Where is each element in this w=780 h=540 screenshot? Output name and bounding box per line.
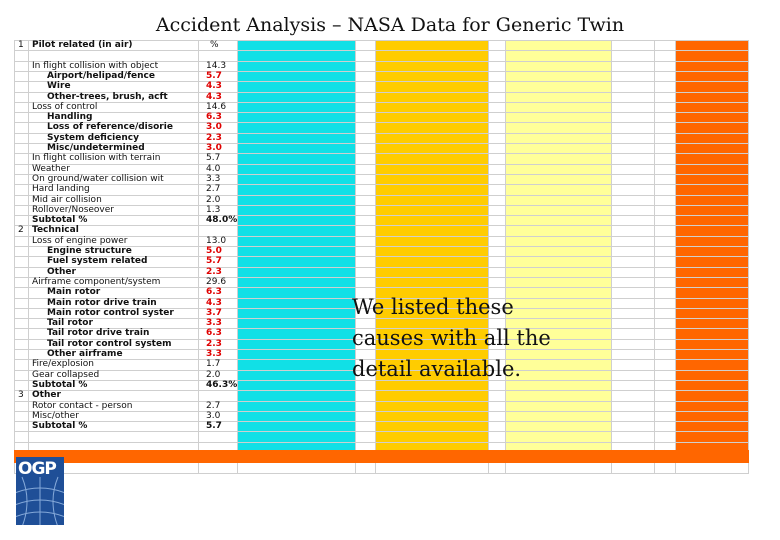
section-number: 2 (18, 225, 24, 236)
row-value: 6.3 (206, 112, 222, 123)
table-row (14, 422, 250, 432)
row-label: Main rotor control syster (47, 307, 174, 318)
row-value: 3.3 (206, 173, 221, 184)
row-value: 5.7 (206, 153, 221, 164)
row-label: Technical (32, 225, 79, 236)
table-row (14, 41, 250, 51)
row-label: Weather (32, 163, 70, 174)
row-label: Loss of control (32, 101, 98, 112)
row-label: Engine structure (47, 246, 132, 256)
callout-line-1: We listed these (352, 295, 514, 319)
row-label: Fire/explosion (32, 359, 94, 370)
row-label: Loss of engine power (32, 235, 128, 246)
row-value: 3.7 (206, 307, 222, 318)
row-label: Misc/other (32, 410, 79, 421)
row-value: 3.0 (206, 143, 222, 153)
row-label: Airport/helipad/fence (47, 70, 155, 81)
row-label: Mid air collision (32, 194, 102, 205)
row-label: Misc/undetermined (47, 143, 145, 153)
row-label: Handling (47, 112, 93, 123)
row-label: On ground/water collision wit (32, 173, 164, 184)
row-value: 3.0 (206, 410, 221, 421)
row-label: Tail rotor (47, 318, 93, 329)
row-label: In flight collision with terrain (32, 153, 161, 164)
row-value: 5.7 (206, 421, 222, 432)
row-value: 1.3 (206, 204, 221, 215)
row-value: 2.0 (206, 369, 221, 380)
row-label: Airframe component/system (32, 276, 161, 287)
percent-header: % (210, 40, 219, 50)
row-label: Other (47, 266, 76, 277)
row-value: 2.0 (206, 194, 221, 205)
row-label: Hard landing (32, 184, 90, 195)
ogp-logo (16, 457, 64, 525)
row-label: Gear collapsed (32, 369, 100, 380)
row-label: Rotor contact - person (32, 400, 133, 411)
row-label: Tail rotor control system (47, 338, 172, 349)
row-label: System deficiency (47, 132, 139, 143)
row-value: 3.3 (206, 318, 222, 329)
grid-horizontal-line (14, 442, 749, 443)
row-label: Main rotor drive train (47, 297, 157, 308)
row-value: 2.3 (206, 132, 222, 143)
row-value: 6.3 (206, 287, 222, 298)
row-value: 4.0 (206, 163, 221, 174)
orange-footer-bar (14, 450, 749, 463)
row-label: Loss of reference/disorie (47, 122, 173, 133)
row-label: Tail rotor drive train (47, 328, 150, 339)
row-value: 2.3 (206, 266, 222, 277)
row-label: Wire (47, 81, 71, 92)
row-value: 4.3 (206, 81, 222, 92)
logo-text: OGP (18, 459, 56, 479)
row-label: Other airframe (47, 349, 123, 359)
row-value: 48.0% (206, 215, 238, 226)
row-label: Pilot related (in air) (32, 40, 133, 50)
row-label: Subtotal % (32, 421, 88, 432)
section-number: 3 (18, 390, 24, 401)
row-value: 14.6 (206, 101, 227, 112)
row-value: 5.0 (206, 246, 222, 256)
row-label: Other-trees, brush, acft (47, 91, 168, 102)
row-label: Subtotal % (32, 215, 88, 226)
row-value: 1.7 (206, 359, 221, 370)
row-value: 5.7 (206, 256, 222, 267)
row-value: 4.3 (206, 91, 222, 102)
row-value: 3.3 (206, 349, 222, 359)
callout-line-2: causes with all the (352, 326, 551, 350)
row-label: Fuel system related (47, 256, 148, 267)
row-label: In flight collision with object (32, 60, 159, 71)
row-value: 3.0 (206, 122, 222, 133)
section-number: 1 (18, 40, 24, 50)
row-value: 2.7 (206, 184, 221, 195)
row-value: 29.6 (206, 276, 227, 287)
row-value: 14.3 (206, 60, 227, 71)
row-label: Main rotor (47, 287, 101, 298)
spreadsheet-table (14, 40, 749, 473)
row-value: 2.7 (206, 400, 221, 411)
callout-text (352, 292, 551, 385)
callout-line-3: detail available. (352, 357, 522, 381)
row-value: 6.3 (206, 328, 222, 339)
row-value: 4.3 (206, 297, 222, 308)
row-label: Other (32, 390, 61, 401)
slide-title: Accident Analysis – NASA Data for Generic Twin (155, 14, 625, 36)
grid-horizontal-line (14, 473, 749, 474)
row-label: Rollover/Noseover (32, 204, 114, 215)
row-label: Subtotal % (32, 379, 88, 390)
row-value: 5.7 (206, 70, 222, 81)
row-value: 2.3 (206, 338, 222, 349)
row-value: 13.0 (206, 235, 227, 246)
row-value: 46.3% (206, 379, 238, 390)
